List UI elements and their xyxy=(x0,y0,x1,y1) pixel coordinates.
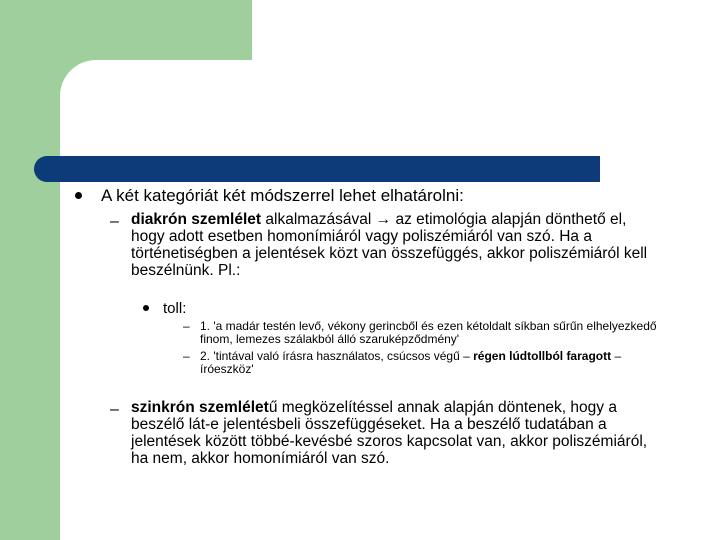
arrow-icon: → xyxy=(375,211,392,228)
sub1-text-a: alkalmazásával xyxy=(261,211,376,228)
sub1-text-b: az etimológia alapján dönthető el, hogy adott esetben homonímiáról vagy poliszémiáról van szó. Ha a történetiségben a jelentések közt van összefüggés, akkor poliszémiáról kell beszélnünk. Pl.: xyxy=(131,211,648,279)
diachronic-term: diakrón szemlélet xyxy=(131,211,262,228)
point-1: A két kategóriát két módszerrel lehet elhatárolni: xyxy=(101,186,464,205)
example-colon: : xyxy=(182,300,187,317)
bullet-icon xyxy=(75,192,82,199)
sub2-text: ű megközelítéssel annak alapján döntenek, hogy a beszélő lát-e jelentésbeli összefüggéseket. Ha a beszélő tudatában a jelentések között többé-kevésbé szoros kapcsolat van, akkor poliszémiáról, ha nem, akkor homonímiáról van szó. xyxy=(131,399,648,467)
sub-point-synchronic xyxy=(131,399,659,467)
meaning2-text-a: 2. 'tintával való írásra használatos, csúcsos végű – xyxy=(200,349,474,363)
dash-marker: – xyxy=(110,401,119,418)
meaning2-text-b: – íróeszköz' xyxy=(200,349,622,376)
sub-point-diachronic xyxy=(131,211,659,279)
example-word-toll: toll xyxy=(163,300,183,317)
example-word xyxy=(163,300,186,317)
meaning-1: 1. 'a madár testén levő, vékony gerincből és ezen kétoldalt síkban sűrűn elhelyezkedő finom, lemezes szálakból álló szaruképződmény' xyxy=(200,319,657,346)
meaning2-bold: régen lúdtollból faragott xyxy=(473,349,612,363)
dash-marker: – xyxy=(183,349,190,363)
dash-marker: – xyxy=(110,213,119,230)
bullet-icon xyxy=(143,305,149,311)
meaning-2 xyxy=(200,350,640,376)
synchronic-term: szinkrón szemlélet xyxy=(131,399,269,416)
dash-marker: – xyxy=(183,319,190,333)
